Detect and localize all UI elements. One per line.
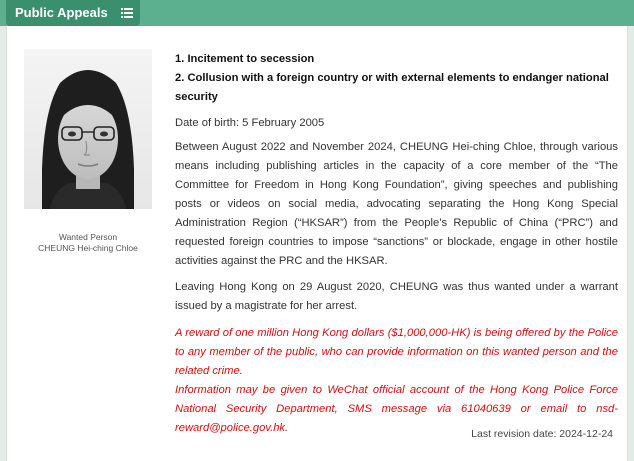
list-icon[interactable] [121,8,133,18]
contact-info: Information may be given to WeChat official account of the Hong Kong Police Force National Security Department, SMS message via 61040639 or email to nsd-reward@police.gov.hk. [175,384,618,434]
photo-caption [24,232,152,254]
reward-notice: A reward of one million Hong Kong dollars ($1,000,000-HK) is being offered by the Police to any member of the public, who can provide information on this wanted person and the related crime. [175,327,618,377]
header-bar [0,0,634,26]
appeal-text [175,50,618,438]
offence-1: 1. Incitement to secession [175,53,315,65]
portrait-image [24,49,152,209]
caption-label: Wanted Person [58,232,118,242]
tab-title: Public Appeals [15,5,108,20]
case-details: Between August 2022 and November 2024, CHEUNG Hei-ching Chloe, through various means including publishing articles in the capacity of a core member of the “The Committee for Freedom in Hong Kong Foundation”, giving speeches and publishing posts or videos on social media, advocating separating the Hong Kong Special Administration Region (“HKSAR”) from the People’s Republic of China (“PRC”) and requested foreign countries to impose “sanctions” or blockade, engage in other hostile activities against the PRC and the HKSAR. [175,141,618,267]
last-revision-date: Last revision date: 2024-12-24 [471,428,613,440]
date-of-birth: Date of birth: 5 February 2005 [175,117,325,129]
appeal-content [6,26,628,461]
public-appeals-tab[interactable] [6,0,140,26]
wanted-person-photo [24,49,152,209]
offence-2: 2. Collusion with a foreign country or with external elements to endanger national security [175,72,609,103]
caption-name: CHEUNG Hei-ching Chloe [38,243,138,253]
departure-info: Leaving Hong Kong on 29 August 2020, CHEUNG was thus wanted under a warrant issued by a magistrate for her arrest. [175,281,618,312]
